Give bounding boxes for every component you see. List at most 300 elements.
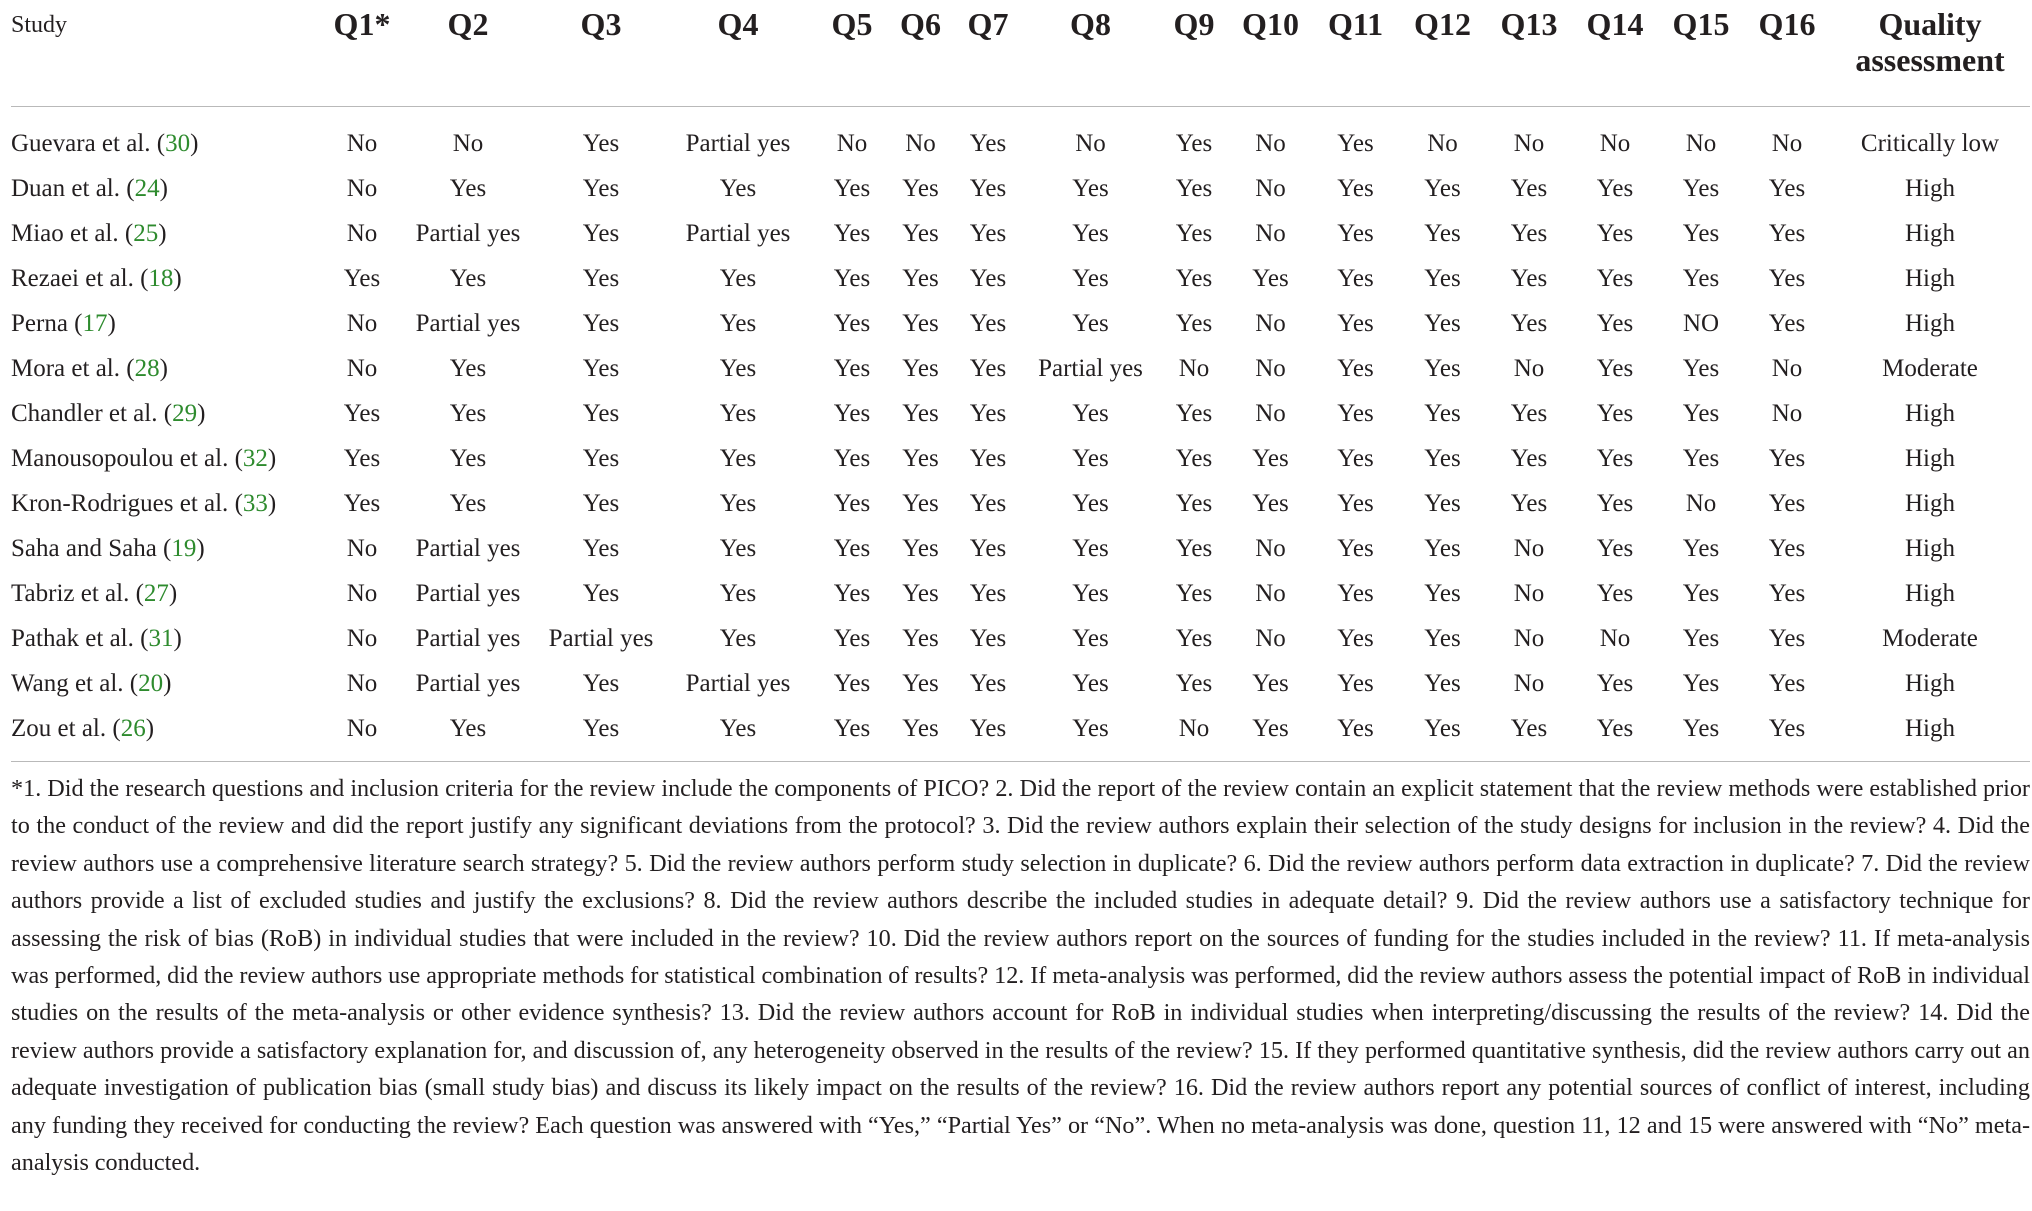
answer-cell: Yes: [1337, 579, 1374, 607]
answer-cell: Yes: [1072, 714, 1109, 742]
answer-cell: Yes: [719, 489, 757, 517]
answer-cell: No: [1255, 174, 1286, 202]
answer-cell: Partial yes: [548, 624, 654, 652]
answer-cell: Yes: [719, 399, 757, 427]
answer-cell: Yes: [1596, 309, 1634, 337]
question-column-header: Q13: [1486, 0, 1572, 107]
answer-cell: No: [1685, 129, 1717, 157]
table-row: [11, 211, 2030, 256]
answer-cell: Yes: [969, 219, 1007, 247]
quality-cell: High: [1905, 669, 1955, 697]
answer-cell: No: [1599, 624, 1631, 652]
answer-cell: Yes: [582, 264, 620, 292]
answer-cell: Yes: [1596, 489, 1634, 517]
study-name: Zou et al.: [11, 714, 107, 742]
answer-cell: Yes: [1175, 129, 1213, 157]
table-row: [11, 301, 2030, 346]
answer-cell: Yes: [343, 264, 381, 292]
answer-cell: Yes: [833, 624, 871, 652]
answer-cell: Partial yes: [685, 129, 791, 157]
study-name: Tabriz et al.: [11, 579, 130, 607]
question-column-header: Q3: [543, 0, 659, 107]
reference-link[interactable]: 19: [171, 534, 197, 562]
question-column-header: Q7: [954, 0, 1022, 107]
answer-cell: Partial yes: [415, 624, 521, 652]
answer-cell: Yes: [582, 399, 620, 427]
quality-cell: Moderate: [1882, 624, 1978, 652]
answer-cell: Yes: [969, 624, 1007, 652]
question-column-header: Q11: [1312, 0, 1399, 107]
answer-cell: Yes: [969, 399, 1007, 427]
answer-cell: Yes: [1596, 579, 1634, 607]
answer-cell: Yes: [1596, 444, 1634, 472]
quality-cell: Moderate: [1882, 354, 1978, 382]
study-column-header: Study: [11, 0, 331, 107]
answer-cell: No: [1427, 129, 1458, 157]
answer-cell: Yes: [1768, 309, 1806, 337]
answer-cell: No: [1513, 534, 1545, 562]
answer-cell: Yes: [833, 399, 871, 427]
answer-cell: Yes: [902, 309, 939, 337]
answer-cell: Yes: [1337, 129, 1374, 157]
answer-cell: Yes: [902, 264, 939, 292]
answer-cell: No: [1255, 309, 1286, 337]
answer-cell: No: [1255, 624, 1286, 652]
table-row: [11, 166, 2030, 211]
answer-cell: Yes: [969, 444, 1007, 472]
reference-link[interactable]: 31: [148, 624, 174, 652]
answer-cell: Yes: [1682, 219, 1720, 247]
answer-cell: No: [346, 309, 378, 337]
answer-cell: Yes: [1175, 489, 1213, 517]
study-cell: Duan et al. (24): [11, 174, 168, 202]
answer-cell: Yes: [449, 714, 487, 742]
answer-cell: Yes: [833, 309, 871, 337]
answer-cell: Yes: [969, 309, 1007, 337]
answer-cell: Yes: [1768, 264, 1806, 292]
answer-cell: Yes: [1424, 309, 1461, 337]
study-name: Kron-Rodrigues et al.: [11, 489, 229, 517]
answer-cell: Yes: [719, 579, 757, 607]
answer-cell: Yes: [1682, 669, 1720, 697]
answer-cell: Yes: [1072, 624, 1109, 652]
answer-cell: No: [346, 624, 378, 652]
answer-cell: Yes: [1337, 489, 1374, 517]
answer-cell: Yes: [1510, 714, 1548, 742]
reference-link[interactable]: 18: [148, 264, 174, 292]
answer-cell: Yes: [969, 489, 1007, 517]
answer-cell: Yes: [969, 354, 1007, 382]
study-name: Perna: [11, 309, 68, 337]
answer-cell: Yes: [833, 219, 871, 247]
answer-cell: Yes: [833, 714, 871, 742]
answer-cell: Yes: [969, 174, 1007, 202]
answer-cell: No: [1513, 669, 1545, 697]
answer-cell: Yes: [1072, 174, 1109, 202]
question-column-header: Q14: [1572, 0, 1658, 107]
reference-link[interactable]: 28: [134, 354, 160, 382]
answer-cell: No: [1599, 129, 1631, 157]
answer-cell: Yes: [902, 354, 939, 382]
table-row: [11, 107, 2030, 167]
answer-cell: No: [1075, 129, 1106, 157]
answer-cell: Yes: [1768, 624, 1806, 652]
answer-cell: Yes: [1252, 669, 1289, 697]
reference-link[interactable]: 24: [134, 174, 160, 202]
answer-cell: Yes: [1682, 534, 1720, 562]
answer-cell: Yes: [1424, 354, 1461, 382]
answer-cell: Yes: [449, 399, 487, 427]
answer-cell: Partial yes: [415, 219, 521, 247]
answer-cell: Yes: [1768, 219, 1806, 247]
table-row: [11, 661, 2030, 706]
answer-cell: Partial yes: [415, 579, 521, 607]
quality-cell: High: [1905, 534, 1955, 562]
answer-cell: Yes: [1252, 489, 1289, 517]
answer-cell: Yes: [582, 219, 620, 247]
study-name: Manousopoulou et al.: [11, 444, 229, 472]
footnote-cell: [11, 762, 2030, 1182]
answer-cell: No: [346, 714, 378, 742]
answer-cell: Yes: [902, 219, 939, 247]
question-column-header: Q12: [1399, 0, 1486, 107]
table-row: [11, 706, 2030, 762]
answer-cell: Yes: [582, 489, 620, 517]
answer-cell: Yes: [1768, 714, 1806, 742]
answer-cell: Yes: [1682, 579, 1720, 607]
answer-cell: Yes: [449, 489, 487, 517]
answer-cell: Yes: [1596, 174, 1634, 202]
study-cell: Saha and Saha (19): [11, 534, 205, 562]
answer-cell: Yes: [969, 669, 1007, 697]
answer-cell: Yes: [582, 444, 620, 472]
answer-cell: Yes: [1424, 219, 1461, 247]
answer-cell: No: [1513, 579, 1545, 607]
reference-link[interactable]: 29: [172, 399, 198, 427]
answer-cell: No: [836, 129, 868, 157]
question-column-header: Q16: [1744, 0, 1830, 107]
quality-assessment-column-header: [1830, 0, 2030, 107]
answer-cell: No: [1255, 129, 1286, 157]
answer-cell: Yes: [1424, 579, 1461, 607]
quality-cell: High: [1905, 579, 1955, 607]
answer-cell: Yes: [1768, 174, 1806, 202]
document-page: [11, 0, 2030, 1181]
answer-cell: No: [1255, 354, 1286, 382]
study-cell: Kron-Rodrigues et al. (33): [11, 489, 277, 517]
answer-cell: Yes: [719, 174, 757, 202]
study-cell: Miao et al. (25): [11, 219, 167, 247]
table-row: [11, 346, 2030, 391]
question-column-header: Q2: [393, 0, 543, 107]
answer-cell: No: [346, 669, 378, 697]
answer-cell: No: [1178, 354, 1210, 382]
answer-cell: Yes: [902, 714, 939, 742]
answer-cell: Yes: [1424, 534, 1461, 562]
answer-cell: Yes: [719, 264, 757, 292]
study-name: Wang et al.: [11, 669, 124, 697]
answer-cell: Yes: [902, 399, 939, 427]
answer-cell: Partial yes: [685, 219, 791, 247]
answer-cell: Yes: [1252, 444, 1289, 472]
reference-link[interactable]: 33: [242, 489, 268, 517]
answer-cell: Yes: [1337, 309, 1374, 337]
answer-cell: Yes: [1510, 489, 1548, 517]
answer-cell: Yes: [1596, 219, 1634, 247]
quality-cell: Critically low: [1860, 129, 2000, 157]
table-footer: [11, 762, 2030, 1182]
answer-cell: Yes: [1768, 534, 1806, 562]
answer-cell: Yes: [719, 624, 757, 652]
answer-cell: Yes: [1682, 399, 1720, 427]
answer-cell: Yes: [902, 174, 939, 202]
answer-cell: No: [346, 219, 378, 247]
answer-cell: No: [1255, 219, 1286, 247]
answer-cell: Yes: [1596, 399, 1634, 427]
answer-cell: Yes: [343, 399, 381, 427]
reference-link[interactable]: 27: [143, 579, 169, 607]
answer-cell: Yes: [1175, 174, 1213, 202]
answer-cell: Yes: [1175, 309, 1213, 337]
answer-cell: Yes: [1510, 264, 1548, 292]
answer-cell: Yes: [902, 489, 939, 517]
table-body: [11, 107, 2030, 762]
answer-cell: No: [346, 354, 378, 382]
answer-cell: Yes: [719, 354, 757, 382]
answer-cell: NO: [1682, 309, 1720, 337]
answer-cell: Yes: [1596, 264, 1634, 292]
answer-cell: No: [1255, 399, 1286, 427]
answer-cell: Partial yes: [415, 669, 521, 697]
reference-link[interactable]: 20: [138, 669, 164, 697]
reference-link[interactable]: 17: [82, 309, 108, 337]
table-row: [11, 616, 2030, 661]
answer-cell: Yes: [902, 444, 939, 472]
reference-link[interactable]: 30: [165, 129, 191, 157]
answer-cell: Yes: [1175, 264, 1213, 292]
answer-cell: Yes: [582, 669, 620, 697]
study-name: Duan et al.: [11, 174, 120, 202]
answer-cell: Partial yes: [1038, 354, 1143, 382]
answer-cell: Yes: [449, 264, 487, 292]
answer-cell: Yes: [1072, 444, 1109, 472]
answer-cell: Yes: [1596, 669, 1634, 697]
answer-cell: Yes: [833, 489, 871, 517]
quality-cell: High: [1905, 714, 1955, 742]
answer-cell: Yes: [1175, 399, 1213, 427]
answer-cell: Yes: [1175, 669, 1213, 697]
study-name: Chandler et al.: [11, 399, 158, 427]
answer-cell: Yes: [833, 579, 871, 607]
answer-cell: Yes: [1072, 579, 1109, 607]
question-column-header: Q6: [887, 0, 954, 107]
answer-cell: Yes: [833, 354, 871, 382]
answer-cell: Yes: [1596, 714, 1634, 742]
answer-cell: Yes: [1424, 399, 1461, 427]
answer-cell: Yes: [1424, 264, 1461, 292]
answer-cell: Yes: [1424, 714, 1461, 742]
table-row: [11, 526, 2030, 571]
answer-cell: Yes: [1175, 444, 1213, 472]
answer-cell: Yes: [1072, 309, 1109, 337]
answer-cell: Yes: [1337, 264, 1374, 292]
answer-cell: Yes: [1175, 534, 1213, 562]
answer-cell: Yes: [1072, 534, 1109, 562]
answer-cell: Yes: [1682, 714, 1720, 742]
answer-cell: Yes: [1175, 624, 1213, 652]
study-cell: Tabriz et al. (27): [11, 579, 178, 607]
answer-cell: No: [1178, 714, 1210, 742]
answer-cell: Yes: [1424, 174, 1461, 202]
answer-cell: Yes: [902, 669, 939, 697]
answer-cell: Yes: [1337, 444, 1374, 472]
answer-cell: Yes: [1337, 534, 1374, 562]
reference-link[interactable]: 25: [133, 219, 159, 247]
answer-cell: Yes: [582, 534, 620, 562]
answer-cell: Yes: [1072, 219, 1109, 247]
answer-cell: No: [1685, 489, 1717, 517]
answer-cell: Yes: [1337, 714, 1374, 742]
study-cell: Manousopoulou et al. (32): [11, 444, 277, 472]
answer-cell: Yes: [1072, 669, 1109, 697]
answer-cell: Yes: [969, 129, 1007, 157]
question-column-header: Q1*: [331, 0, 393, 107]
answer-cell: No: [1513, 129, 1545, 157]
answer-cell: Partial yes: [685, 669, 791, 697]
study-name: Guevara et al.: [11, 129, 151, 157]
study-name: Rezaei et al.: [11, 264, 134, 292]
answer-cell: Yes: [902, 579, 939, 607]
answer-cell: No: [1255, 579, 1286, 607]
answer-cell: Partial yes: [415, 309, 521, 337]
answer-cell: Yes: [833, 174, 871, 202]
quality-cell: High: [1905, 309, 1955, 337]
study-cell: Zou et al. (26): [11, 714, 155, 742]
answer-cell: Yes: [719, 309, 757, 337]
answer-cell: Yes: [1337, 174, 1374, 202]
answer-cell: Yes: [1072, 264, 1109, 292]
answer-cell: Yes: [582, 579, 620, 607]
answer-cell: Yes: [833, 264, 871, 292]
quality-cell: High: [1905, 264, 1955, 292]
answer-cell: Yes: [449, 354, 487, 382]
answer-cell: Yes: [969, 714, 1007, 742]
answer-cell: No: [1771, 129, 1803, 157]
question-column-header: Q9: [1159, 0, 1229, 107]
answer-cell: Yes: [582, 309, 620, 337]
study-cell: Perna (17): [11, 309, 116, 337]
answer-cell: Yes: [582, 714, 620, 742]
answer-cell: Yes: [1682, 354, 1720, 382]
table-row: [11, 436, 2030, 481]
answer-cell: Yes: [969, 534, 1007, 562]
answer-cell: No: [346, 129, 378, 157]
answer-cell: Yes: [449, 174, 487, 202]
study-cell: Wang et al. (20): [11, 669, 172, 697]
answer-cell: Yes: [1424, 444, 1461, 472]
answer-cell: Yes: [833, 444, 871, 472]
study-name: Mora et al.: [11, 354, 120, 382]
answer-cell: Yes: [902, 534, 939, 562]
answer-cell: Yes: [343, 444, 381, 472]
answer-cell: Yes: [582, 174, 620, 202]
answer-cell: Yes: [719, 534, 757, 562]
study-cell: Rezaei et al. (18): [11, 264, 182, 292]
answer-cell: Yes: [1175, 579, 1213, 607]
answer-cell: Yes: [1424, 489, 1461, 517]
answer-cell: Yes: [1510, 309, 1548, 337]
study-cell: Pathak et al. (31): [11, 624, 182, 652]
answer-cell: Yes: [1596, 354, 1634, 382]
answer-cell: Yes: [902, 624, 939, 652]
answer-cell: No: [1771, 354, 1803, 382]
answer-cell: No: [1771, 399, 1803, 427]
answer-cell: Yes: [1768, 669, 1806, 697]
answer-cell: Yes: [1510, 219, 1548, 247]
answer-cell: Yes: [1768, 579, 1806, 607]
table-row: [11, 391, 2030, 436]
answer-cell: Yes: [969, 264, 1007, 292]
answer-cell: Yes: [582, 354, 620, 382]
study-cell: Chandler et al. (29): [11, 399, 206, 427]
header-row: [11, 0, 2030, 107]
question-column-header: Q10: [1229, 0, 1312, 107]
answer-cell: No: [1513, 624, 1545, 652]
question-column-header: Q15: [1658, 0, 1744, 107]
reference-link[interactable]: 32: [242, 444, 268, 472]
reference-link[interactable]: 26: [120, 714, 146, 742]
quality-cell: High: [1905, 489, 1955, 517]
answer-cell: Yes: [1072, 399, 1109, 427]
answer-cell: Yes: [1510, 399, 1548, 427]
answer-cell: Yes: [1252, 714, 1289, 742]
answer-cell: Yes: [1072, 489, 1109, 517]
answer-cell: Yes: [1337, 624, 1374, 652]
answer-cell: Yes: [1424, 624, 1461, 652]
question-column-header: Q5: [817, 0, 887, 107]
question-column-header: Q8: [1022, 0, 1159, 107]
answer-cell: Yes: [833, 534, 871, 562]
table-footnote: *1. Did the research questions and inclusion criteria for the review include the components of PICO? 2. Did the report of the review contain an explicit statement that the review methods were established prior to the conduct of the review and did the report justify any significant deviations from the protocol? 3. Did the review authors explain their selection of the study designs for inclusion in the review? 4. Did the review authors use a comprehensive literature search strategy? 5. Did the review authors perform study selection in duplicate? 6. Did the review authors perform data extraction in duplicate? 7. Did the review authors provide a list of excluded studies and justify the exclusions? 8. Did the review authors describe the included studies in adequate detail? 9. Did the review authors use a satisfactory technique for assessing the risk of bias (RoB) in individual studies that were included in the review? 10. Did the review authors report on the sources of funding for the studies included in the review? 11. If meta-analysis was performed, did the review authors use appropriate methods for statistical combination of results? 12. If meta-analysis was performed, did the review authors assess the potential impact of RoB in individual studies on the results of the meta-analysis or other evidence synthesis? 13. Did the review authors account for RoB in individual studies when interpreting/discussing the results of the review? 14. Did the review authors provide a satisfactory explanation for, and discussion of, any heterogeneity observed in the results of the review? 15. If they performed quantitative synthesis, did the review authors carry out an adequate investigation of publication bias (small study bias) and discuss its likely impact on the results of the review? 16. Did the review authors report any potential sources of conflict of interest, including any funding they received for conducting the review? Each question was answered with “Yes,” “Partial Yes” or “No”. When no meta-analysis was done, question 11, 12 and 15 were answered with “No” meta-analysis conducted.: [11, 775, 2030, 1177]
table-header: [11, 0, 2030, 107]
quality-cell: High: [1905, 219, 1955, 247]
answer-cell: No: [1255, 534, 1286, 562]
answer-cell: Yes: [1337, 399, 1374, 427]
study-name: Pathak et al.: [11, 624, 134, 652]
answer-cell: No: [346, 534, 378, 562]
quality-assessment-table: [11, 0, 2030, 1181]
answer-cell: Yes: [1424, 669, 1461, 697]
table-row: [11, 481, 2030, 526]
answer-cell: Partial yes: [415, 534, 521, 562]
answer-cell: No: [346, 579, 378, 607]
quality-header-line2: assessment: [1855, 42, 2005, 78]
answer-cell: Yes: [719, 714, 757, 742]
answer-cell: Yes: [1510, 444, 1548, 472]
answer-cell: Yes: [1682, 444, 1720, 472]
table-row: [11, 571, 2030, 616]
quality-cell: High: [1905, 174, 1955, 202]
answer-cell: Yes: [1682, 174, 1720, 202]
answer-cell: Yes: [1682, 264, 1720, 292]
answer-cell: Yes: [1252, 264, 1289, 292]
quality-cell: High: [1905, 444, 1955, 472]
answer-cell: Yes: [1337, 669, 1374, 697]
footnote-row: [11, 762, 2030, 1182]
study-name: Saha and Saha: [11, 534, 157, 562]
answer-cell: Yes: [833, 669, 871, 697]
answer-cell: No: [905, 129, 936, 157]
